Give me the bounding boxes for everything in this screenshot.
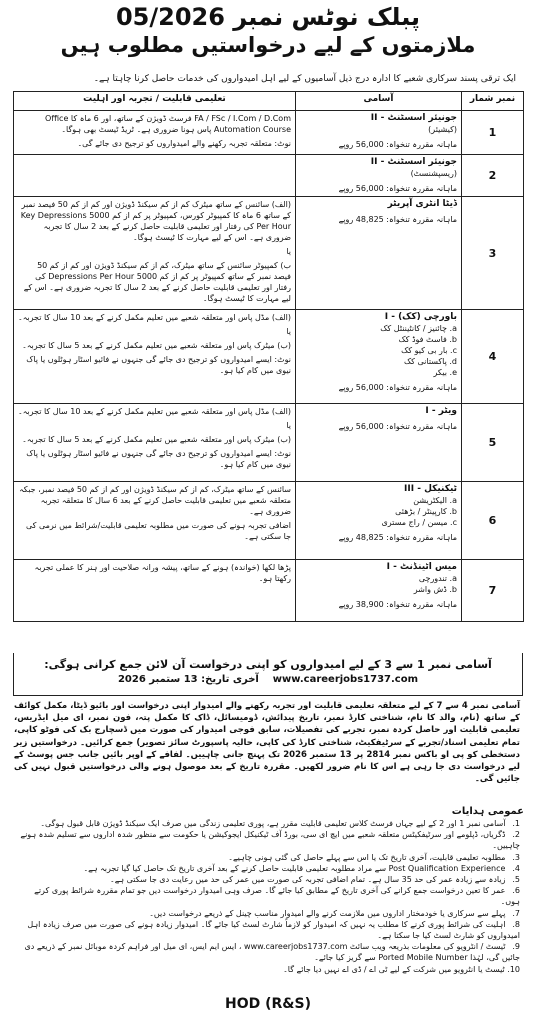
item-text: زیادہ سے زیادہ عمر کی حد 35 سال ہے۔ تمام اضافی تجربہ کی صورت میں عمر کی حد میں رعایت دی جا سکتی ہے۔	[110, 875, 506, 885]
post-name: جونیئر اسسٹنٹ - II	[370, 113, 457, 123]
qualification-line: (الف) مڈل پاس اور متعلقہ شعبے میں تعلیم مکمل کرنے کے بعد 10 سال کا تجربہ۔	[18, 313, 291, 322]
online-apply-note: آسامی نمبر 1 سے 3 کے لیے امیدواروں کو اپنی درخواست آن لائن جمع کرانی ہوگی:	[44, 658, 492, 671]
table-header-row	[14, 92, 524, 111]
qualification-line: نوٹ: ایسے امیدواروں کو ترجیح دی جائے گی جنہوں نے فائیو اسٹار ہوٹلوں یا پاک نیوی میں کام کیا ہو۔	[26, 449, 291, 469]
table-row	[14, 310, 524, 404]
list-item	[16, 874, 520, 885]
qualification-line: FA / FSc / I.Com / D.Com فرسٹ ڈویژن کے ساتھ، اور 6 ماہ کا Office Automation Course پاس ہونا ضروری ہے۔ ٹریڈ ٹیسٹ بھی ہوگا۔	[45, 114, 291, 134]
post-salary: ماہانہ مقررہ تنخواہ: 38,900 روپے	[338, 600, 457, 609]
table-row	[14, 197, 524, 310]
post-salary: ماہانہ مقررہ تنخواہ: 56,000 روپے	[338, 383, 457, 392]
qualification-line: (الف) مڈل پاس اور متعلقہ شعبے میں تعلیم مکمل کرنے کے بعد 10 سال کا تجربہ۔	[18, 407, 291, 416]
post-cell	[296, 404, 462, 482]
header-serial: نمبر شمار	[462, 92, 524, 111]
general-instructions-list	[16, 818, 520, 975]
post-salary: ماہانہ مقررہ تنخواہ: 48,825 روپے	[338, 215, 457, 224]
post-name: جونیئر اسسٹنٹ - II	[370, 157, 457, 167]
item-number: 9.	[512, 942, 520, 952]
item-text: ٹیسٹ یا انٹرویو میں شرکت کے لیے ٹی اے / ڈی اے نہیں دیا جائے گا۔	[283, 964, 505, 974]
list-item	[16, 852, 520, 863]
post-cell	[296, 111, 462, 155]
item-text: مطلوبہ تعلیمی قابلیت، آخری تاریخ تک یا اس سے پہلے حاصل کی گئی ہونی چاہیے۔	[228, 852, 506, 862]
qualification-cell	[14, 310, 296, 404]
general-instructions-title: عمومی ہدایات	[451, 806, 524, 817]
item-number: 10.	[507, 964, 520, 974]
website-link[interactable]: www.careerjobs1737.com	[272, 674, 419, 685]
list-item	[16, 818, 520, 829]
item-number: 1.	[512, 819, 520, 828]
qualification-line: یا	[286, 421, 291, 430]
header-qualification: تعلیمی قابلیت / تجربہ اور اہلیت	[14, 92, 296, 111]
post-cell	[296, 560, 462, 622]
post-subtitle: a. تندورچی b. ڈش واشر	[413, 574, 457, 594]
posts-table	[13, 91, 524, 622]
list-item	[16, 919, 520, 941]
list-item	[16, 908, 520, 919]
item-text: Post Qualification Experience سے مراد مطلوبہ تعلیمی قابلیت حاصل کرنے کے بعد آخری تاریخ تک حاصل کیا گیا تجربہ ہے۔	[83, 863, 506, 873]
notice-header	[0, 0, 536, 62]
item-text: ڈگریاں، ڈپلومے اور سرٹیفکیٹس متعلقہ شعبے میں ایچ ای سی، بورڈ آف ٹیکنیکل ایجوکیشن یا حکومت سے منظور شدہ اداروں سے تسلیم شدہ ہونے چاہییں۔	[20, 830, 520, 851]
qualification-cell	[14, 155, 296, 197]
post-name: میس اٹینڈنٹ - I	[386, 562, 457, 572]
item-text: ٹیسٹ / انٹرویو کی معلومات بذریعہ ویب سائٹ www.careerjobs1737.com ، ایس ایم ایس، ای میل اور فراہم کردہ موبائل نمبر کے ذریعے دی جائیں گی، لہٰذا Ported Mobile Number سے گریز کیا جائے۔	[24, 942, 520, 963]
item-text: عمر کا تعین درخواست جمع کرانے کی آخری تاریخ کے مطابق کیا جائے گا۔ صرف وہی امیدوار درخواست دیں جو تمام مقررہ شرائط پوری کرتے ہوں۔	[34, 886, 520, 907]
table-row	[14, 560, 524, 622]
item-text: آسامی نمبر 1 اور 2 کے لیے جہاں فرسٹ کلاس تعلیمی قابلیت مقرر ہے، پوری تعلیمی زندگی میں صرف ایک سیکنڈ ڈویژن قابل قبول ہوگی۔	[40, 819, 506, 828]
table-row	[14, 404, 524, 482]
qualification-line: سائنس کے ساتھ میٹرک، کم از کم سیکنڈ ڈویژن اور کم از کم 50 فیصد نمبر، جبکہ متعلقہ شعبے میں تعلیمی قابلیت حاصل کرنے کے بعد 6 سال کا متعلقہ تجربہ ضروری ہے۔	[19, 485, 291, 516]
post-subtitle: a. الیکٹریشن b. کارپینٹر / بڑھئی c. میسن / راج مستری	[381, 496, 457, 527]
row-number: 1	[462, 111, 524, 155]
list-item	[16, 964, 520, 975]
item-number: 8.	[512, 919, 520, 929]
qualification-cell	[14, 197, 296, 310]
row-number: 2	[462, 155, 524, 197]
post-name: ویٹر - I	[425, 406, 457, 416]
post-name: باورچی (کک) - I	[384, 312, 457, 322]
qualification-line: ب) کمپیوٹر سائنس کے ساتھ میٹرک، کم از کم سیکنڈ ڈویژن اور کم از کم 50 فیصد نمبر کے ساتھ کمپیوٹر پر کم از کم 5000 Depressions Per Hour کی رفتار اور تعلیمی قابلیت حاصل کرنے کے بعد 2 سال کا تجربہ ضروری ہے۔ اس کے لیے مہارت کا ٹیسٹ ہوگا۔	[23, 261, 291, 303]
item-number: 3.	[512, 852, 520, 862]
item-number: 7.	[512, 908, 520, 918]
qualification-cell	[14, 404, 296, 482]
how-to-apply: آسامی نمبر 4 سے 7 کے لیے متعلقہ تعلیمی قابلیت اور تجربہ رکھنے والے امیدوار اپنی درخواست اور بائیو ڈیٹا، مکمل کوائف کے ساتھ (نام، والد کا نام، شناختی کارڈ نمبر، تاریخ پیدائش، ڈومیسائل، ڈاک کا مکمل پتہ، فون نمبر، ای میل ایڈریس، تعلیمی قابلیت اور حاصل کردہ نمبر، تجربے کی تفصیلات، سابق فوجی امیدوار کی صورت میں ڈسچارج بک کی فوٹو کاپی، تمام تعلیمی اسناد/تجربے کے سرٹیفکیٹ، شناختی کارڈ کی کاپی، حالیہ پاسپورٹ سائز تصویر) جمع کرائیں۔ درخواستیں زیر دستخطی کو پی او باکس نمبر 2814 پر 13 ستمبر 2026 تک پہنچ جانی چاہییں۔ لفافے کے اوپر بائیں جانب جس پوسٹ کے لیے درخواست دی جا رہی ہے اس کا نام ضرور لکھیں۔ مقررہ تاریخ کے بعد موصول ہونے والی درخواستیں قبول نہیں کی جائیں گی۔	[14, 701, 521, 785]
list-item	[16, 885, 520, 907]
post-name: ڈیٹا انٹری آپریٹر	[387, 199, 457, 209]
qualification-line: (ب) میٹرک پاس اور متعلقہ شعبے میں تعلیم مکمل کرنے کے بعد 5 سال کا تجربہ۔	[22, 341, 291, 350]
post-subtitle: a. چائنیز / کانٹیننٹل کک b. فاسٹ فوڈ کک c. بار بی کیو کک d. پاکستانی کک e. بیکر	[380, 324, 457, 377]
post-salary: ماہانہ مقررہ تنخواہ: 48,825 روپے	[338, 533, 457, 542]
item-number: 2.	[512, 830, 520, 840]
intro-text: ایک ترقی پسند سرکاری شعبے کا ادارہ درج ذیل آسامیوں کے لیے اہل امیدواروں کی خدمات حاصل کرنا چاہتا ہے۔	[93, 74, 516, 84]
notice-title: پبلک نوٹس نمبر 05/2026	[115, 3, 421, 31]
row-number: 7	[462, 560, 524, 622]
list-item	[16, 829, 520, 851]
qualification-cell	[14, 560, 296, 622]
post-cell	[296, 155, 462, 197]
qualification-line: یا	[286, 327, 291, 336]
post-subtitle: (کیشیئر)	[428, 125, 457, 134]
post-cell	[296, 310, 462, 404]
row-number: 3	[462, 197, 524, 310]
qualification-line: نوٹ: ایسے امیدواروں کو ترجیح دی جائے گی جنہوں نے فائیو اسٹار ہوٹلوں یا پاک نیوی میں کام کیا ہو۔	[26, 355, 291, 375]
post-salary: ماہانہ مقررہ تنخواہ: 56,000 روپے	[338, 422, 457, 431]
item-text: پہلے سے سرکاری یا خودمختار اداروں میں ملازمت کرنے والے امیدوار مناسب چینل کے ذریعے درخواست دیں۔	[149, 908, 506, 918]
qualification-line: یا	[286, 247, 291, 256]
qualification-line: نوٹ: متعلقہ تجربہ رکھنے والے امیدواروں کو ترجیح دی جائے گی۔	[77, 139, 291, 148]
post-salary: ماہانہ مقررہ تنخواہ: 56,000 روپے	[338, 140, 457, 149]
row-number: 5	[462, 404, 524, 482]
post-cell	[296, 197, 462, 310]
table-row	[14, 111, 524, 155]
item-number: 6.	[512, 886, 520, 896]
qualification-cell	[14, 482, 296, 560]
online-apply-box	[13, 653, 523, 696]
table-row	[14, 155, 524, 197]
list-item	[16, 863, 520, 874]
post-salary: ماہانہ مقررہ تنخواہ: 56,000 روپے	[338, 184, 457, 193]
row-number: 6	[462, 482, 524, 560]
item-number: 4.	[512, 863, 520, 873]
header-post: آسامی	[296, 92, 462, 111]
qualification-line: (الف) سائنس کے ساتھ میٹرک کم از کم سیکنڈ ڈویژن اور کم از کم 50 فیصد نمبر کے ساتھ 6 ماہ کا کمپیوٹر کورس، کمپیوٹر پر کم از کم 5000 Key Depressions Per Hour کی رفتار اور تعلیمی قابلیت حاصل کرنے کے بعد 2 سال کا تجربہ ضروری ہے۔ اس کے لیے مہارت کا ٹیسٹ ہوگا۔	[20, 200, 291, 242]
post-name: ٹیکنیکل - III	[404, 484, 457, 494]
signature: HOD (R&S)	[225, 996, 311, 1012]
deadline-line	[14, 672, 522, 687]
item-number: 5.	[512, 875, 520, 885]
post-cell	[296, 482, 462, 560]
row-number: 4	[462, 310, 524, 404]
qualification-line: (ب) میٹرک پاس اور متعلقہ شعبے میں تعلیم مکمل کرنے کے بعد 5 سال کا تجربہ۔	[22, 435, 291, 444]
item-text: اہلیت کی شرائط پوری کرنے کا مطلب یہ نہیں کہ امیدوار کو لازماً شارٹ لسٹ کیا جائے گا۔ امیدوار زیادہ ہونے کی صورت میں صرف زیادہ اہل امیدواروں کو شارٹ لسٹ کیا جا سکتا ہے۔	[27, 919, 520, 941]
qualification-line: پڑھا لکھا (خواندہ) ہونے کے ساتھ، پیشہ ورانہ صلاحیت اور ہنر کا عملی تجربہ رکھتا ہو۔	[34, 563, 291, 583]
qualification-line: اضافی تجربہ ہونے کی صورت میں مطلوبہ تعلیمی قابلیت/شرائط میں نرمی کی جا سکتی ہے۔	[25, 521, 291, 541]
table-row	[14, 482, 524, 560]
qualification-cell	[14, 111, 296, 155]
post-subtitle: (ریسپشنسٹ)	[410, 169, 457, 178]
notice-subtitle: ملازمتوں کے لیے درخواستیں مطلوب ہیں	[60, 33, 476, 57]
last-date: آخری تاریخ: 13 ستمبر 2026	[117, 674, 259, 685]
list-item	[16, 941, 520, 963]
